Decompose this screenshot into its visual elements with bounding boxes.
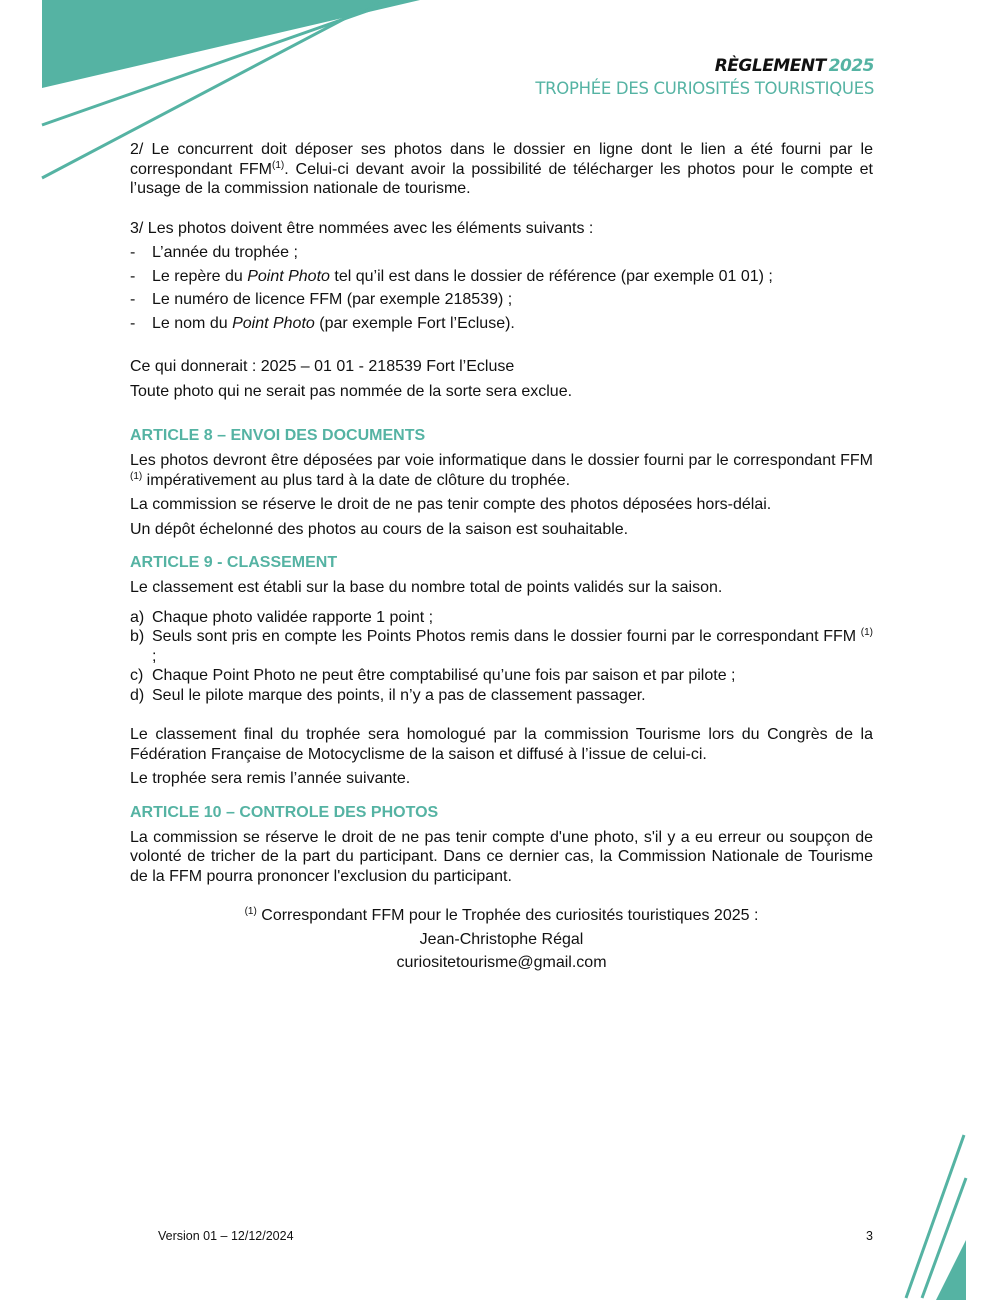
photos-paragraph-2: 2/ Le concurrent doit déposer ses photos dans le dossier en ligne dont le lien a été fourni par le correspondant FFM$^{(1)}$. Celui-ci devant avoir la possibilité de télécharger les photos pour le compte et l’usage de la commission nationale de tourisme. [130, 141, 874, 197]
article-10-title: ARTICLE 10 – CONTROLE DES PHOTOS [130, 803, 439, 821]
trophy-title: TROPHÉE DES CURIOSITÉS TOURISTIQUES [535, 79, 874, 98]
bottom-right-decoration [900, 1130, 970, 1300]
article-8-paragraph-2: La commission se réserve le droit de ne pas tenir compte des photos déposées hors-délai. [130, 496, 772, 513]
list-item: - Le nom du Point Photo (par exemple Fort l’Ecluse). [130, 314, 873, 334]
article-9-award: Le trophée sera remis l’année suivante. [130, 770, 411, 787]
list-item: - Le numéro de licence FFM (par exemple 218539) ; [130, 290, 873, 310]
list-item: c) Chaque Point Photo ne peut être comptabilisé qu’une fois par saison et par pilote ; [130, 667, 736, 684]
naming-elements-list [130, 243, 873, 333]
article-8-paragraph-3: Un dépôt échelonné des photos au cours de la saison est souhaitable. [130, 520, 629, 538]
list-item: a) Chaque photo validée rapporte 1 point ; [130, 608, 434, 626]
list-item: d) Seul le pilote marque des points, il n’y a pas de classement passager. [130, 686, 646, 704]
footnote-ref: (1) [272, 159, 285, 171]
naming-example: Ce qui donnerait : 2025 – 01 01 - 218539 Fort l’Ecluse [130, 358, 515, 375]
correspondent-email[interactable]: curiositetourisme@gmail.com [396, 954, 607, 971]
classement-rules-list [130, 608, 873, 706]
article-9-final-ranking: Le classement final du trophée sera homologué par la commission Tourisme lors du Congrès de la Fédération Française de Motocyclisme de la saison et diffusé à l’issue de celui-ci. [130, 726, 873, 763]
photos-paragraph-3: 3/ Les photos doivent être nommées avec les éléments suivants : [130, 219, 594, 237]
reglement-title [535, 56, 874, 76]
correspondent-block [130, 906, 873, 973]
reglement-label: RÈGLEMENT [714, 56, 826, 76]
footnote-ref: (1) [244, 906, 257, 917]
article-8-paragraph-1: Les photos devront être déposées par voie informatique dans le dossier fourni par le correspondant FFM $^{(1)}$ impérativement au plus tard à la date de clôture du trophée. [130, 452, 873, 489]
footnote-ref: (1) [130, 470, 143, 482]
correspondent-label: $^{(1)}$ Correspondant FFM pour le Trophée des curiosités touristiques 2025 : [244, 906, 759, 924]
list-item: - L’année du trophée ; [130, 243, 873, 263]
document-header [535, 56, 874, 100]
footnote-ref: (1) [860, 627, 873, 638]
version-label: Version 01 – 12/12/2024 [158, 1229, 294, 1243]
article-10-paragraph: La commission se réserve le droit de ne pas tenir compte d'une photo, s'il y a eu erreur ou soupçon de volonté de tricher de la part du participant. Dans ce dernier cas, la Commission Nationale de Tourisme de la FFM pourra prononcer l'exclusion du participant. [130, 828, 873, 885]
page-content [130, 140, 873, 973]
article-8-title: ARTICLE 8 – ENVOI DES DOCUMENTS [130, 427, 426, 444]
list-item: - Le repère du Point Photo tel qu’il est dans le dossier de référence (par exemple 01 01) ; [130, 267, 873, 287]
correspondent-name: Jean-Christophe Régal [419, 930, 584, 948]
page-number: 3 [866, 1229, 873, 1243]
exclusion-note: Toute photo qui ne serait pas nommée de la sorte sera exclue. [130, 382, 573, 400]
list-item: b) Seuls sont pris en compte les Points Photos remis dans le dossier fourni par le correspondant FFM $^{(1)}$ ; [130, 627, 873, 665]
reglement-year: 2025 [828, 56, 874, 76]
article-9-title: ARTICLE 9 - CLASSEMENT [130, 554, 338, 571]
article-9-intro: Le classement est établi sur la base du nombre total de points validés sur la saison. [130, 579, 723, 596]
